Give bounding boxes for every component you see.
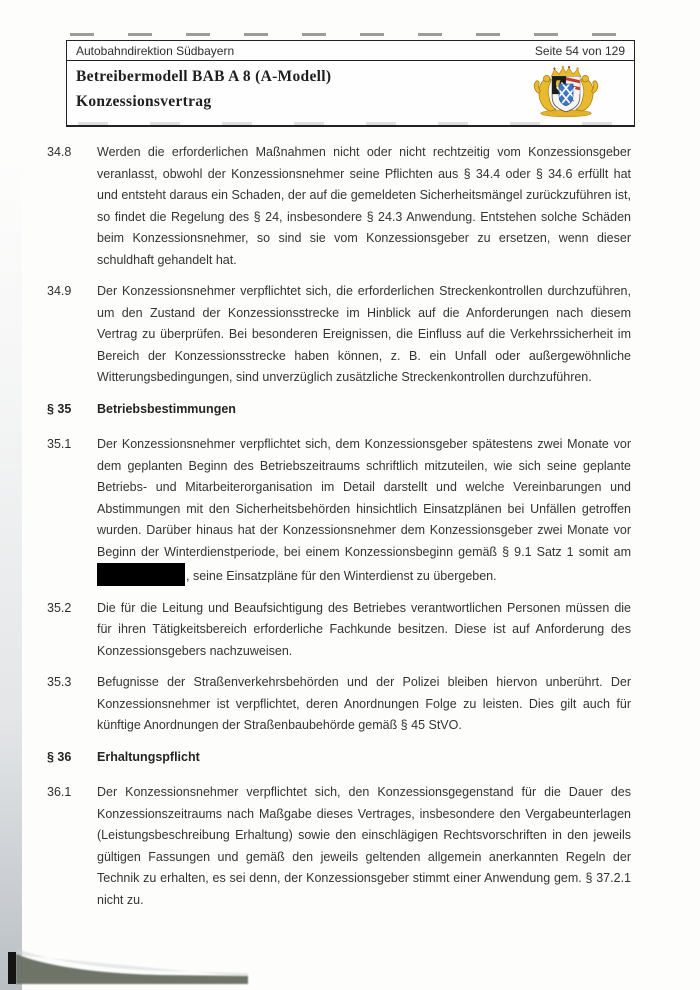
clause-number: 34.9: [47, 284, 72, 298]
header-meta-row: [67, 41, 634, 61]
header-org: Autobahndirektion Südbayern: [76, 44, 235, 58]
section-number: § 36: [47, 749, 72, 764]
doc-title-line2: Konzessionsvertrag: [76, 93, 212, 110]
bavarian-coat-of-arms-icon: [527, 64, 605, 123]
clause-text-after-redaction: , seine Einsatzpläne für den Winterdienst zu übergeben.: [186, 569, 497, 583]
clause-number: 35.1: [47, 437, 72, 451]
clause-34-8: [47, 142, 631, 271]
section-number: § 35: [47, 401, 72, 416]
header-title-row: [67, 61, 634, 125]
clause-text: [97, 434, 631, 588]
clause-36-1: [47, 782, 631, 911]
scan-edge-shadow: [0, 160, 22, 990]
clause-35-2: [47, 598, 631, 663]
clause-34-9: [47, 281, 631, 389]
clause-text: Der Konzessionsnehmer verpflichtet sich, den Konzessionsgegenstand für die Dauer des Konzessionszeitraums nach Maßgabe dieses Vertrages, insbesondere den Vergabeunterlagen (Leistungsbeschreibung Erhaltung) sowie den einschlägigen Rechtsvorschriften in den jeweils gültigen Fassungen und gemäß den jeweils geltenden allgemein anerkannten Regeln der Technik zu erhalten, es sei denn, der Konzessionsgeber stimmt einer Anwendung gem. § 37.2.1 nicht zu.: [97, 785, 631, 907]
clause-text: Werden die erforderlichen Maßnahmen nicht oder nicht rechtzeitig vom Konzessionsgeber veranlasst, obwohl der Konzessionsnehmer seine Pflichten aus § 34.4 oder § 34.6 erfüllt hat und entsteht daraus ein Schaden, der auf die gemeldeten Sicherheitsmängel zurückzuführen ist, so findet die Regelung des § 24, insbesondere § 24.3 Anwendung. Entstehen solche Schäden beim Konzessionsnehmer, so sind sie vom Konzessionsgeber zu ersetzen, wenn dieser schuldhaft gehandelt hat.: [97, 145, 631, 267]
header-page-number: Seite 54 von 129: [534, 44, 625, 58]
clause-number: 35.3: [47, 675, 72, 689]
doc-title-line1: Betreibermodell BAB A 8 (A-Modell): [76, 68, 332, 85]
clause-35-3: [47, 672, 631, 737]
section-heading-35: [47, 399, 631, 421]
document-body: [47, 142, 631, 921]
clause-text: Befugnisse der Straßenverkehrsbehörden und der Polizei bleiben hiervon unberührt. Der Konzessionsnehmer ist verpflichtet, deren Anordnungen Folge zu leisten. Dies gilt auch für künftige Anordnungen der Straßenbaubehörde gemäß § 45 StVO.: [97, 675, 631, 732]
clause-number: 34.8: [47, 145, 72, 159]
clause-number: 36.1: [47, 785, 72, 799]
scan-corner-artifact: [0, 946, 260, 990]
section-title: Betriebsbestimmungen: [97, 401, 236, 416]
section-title: Erhaltungspflicht: [97, 749, 200, 764]
clause-number: 35.2: [47, 600, 72, 615]
scan-artifact-line: [70, 33, 630, 36]
clause-text: Der Konzessionsnehmer verpflichtet sich, die erforderlichen Streckenkontrollen durchzuführen, um den Zustand der Konzessionsstrecke im Hinblick auf die Anforderungen nach diesem Vertrag zu überprüfen. Bei besonderen Ereignissen, die Einfluss auf die Verkehrssicherheit im Bereich der Konzessionsstrecke haben können, z. B. ein Unfall oder außergewöhnliche Witterungsbedingungen, sind unverzüglich zusätzliche Streckenkontrollen durchzuführen.: [97, 284, 631, 384]
clause-text: Die für die Leitung und Beaufsichtigung des Betriebes verantwortlichen Personen müssen die für ihren Tätigkeitsbereich erforderliche Fachkunde besitzen. Diese ist auf Anforderung des Konzessionsgebers nachzuweisen.: [97, 600, 631, 658]
section-heading-36: [47, 747, 631, 769]
clause-35-1: [47, 434, 631, 588]
clause-text-before-redaction: Der Konzessionsnehmer verpflichtet sich, dem Konzessionsgeber spätestens zwei Monate vor dem geplanten Beginn des Betriebszeitraums schriftlich mitzuteilen, wie sich seine geplante Betriebs- und Mitarbeiterorganisation im Detail darstellt und welche Vereinbarungen und Abstimmungen mit den Sicherheitsbehörden hinsichtlich Einsatzplänen bei Unfällen getroffen wurden. Darüber hinaus hat der Konzessionsnehmer dem Konzessionsgeber zwei Monate vor Beginn der Winterdienstperiode, bei einem Konzessionsbeginn gemäß § 9.1 Satz 1 somit am: [97, 437, 631, 559]
redaction-box: [97, 563, 185, 586]
page-header: [66, 40, 635, 127]
